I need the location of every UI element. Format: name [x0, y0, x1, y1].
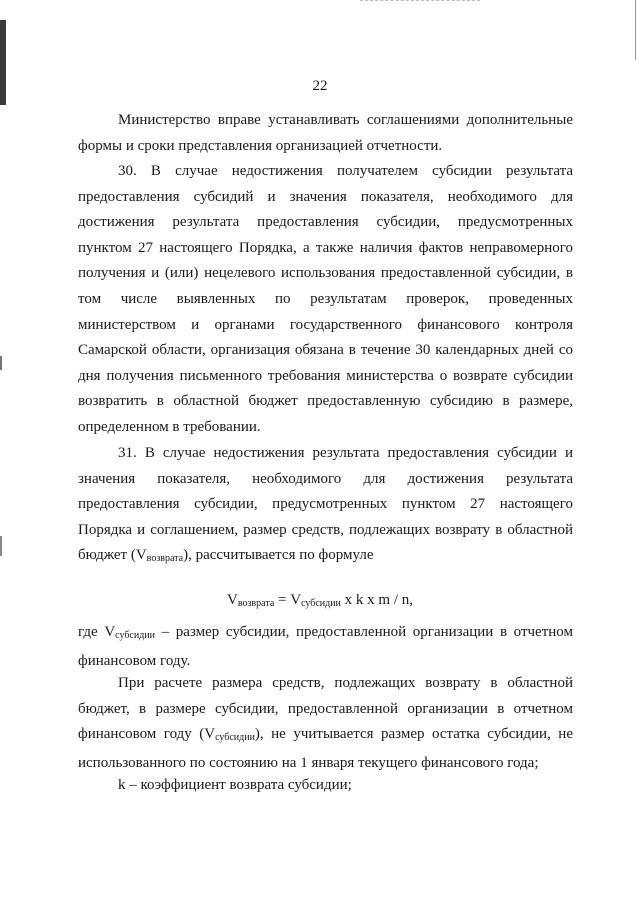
subscript-subsidii: субсидии	[115, 630, 155, 641]
subscript-subsidii: субсидии	[215, 732, 255, 744]
scan-edge-mark	[0, 356, 2, 370]
paragraph-where-text-end: – размер субсидии, предоставленной организации в отчетном финансовом году.	[78, 624, 574, 669]
scan-top-mark	[360, 0, 480, 3]
paragraph-calc	[78, 671, 573, 776]
scan-edge-mark	[635, 0, 636, 60]
paragraph-calc-text-end: ), не учитывается размер остатка субсидии, не использованного по состоянию на 1 января текущего финансового года;	[78, 726, 573, 771]
paragraph-30: 30. В случае недостижения получателем субсидии результата предоставления субсидий и значения показателя, необходимого для достижения результата предоставления субсидии, предусмотренных пунктом 27 настоящего Порядка, а также наличия фактов неправомерного получения и (или) нецелевого использования предоставленной субсидии, в том числе выявленных по результатам проверок, проведенных министерством и органами государственного финансового контроля Самарской области, организация обязана в течение 30 календарных дней со дня получения письменного требования министерства о возврате субсидии возвратить в областной бюджет предоставленную субсидию в размере, определенном в требовании.	[78, 163, 573, 435]
paragraph-31	[78, 441, 573, 572]
page-number: 22	[312, 78, 328, 94]
paragraph-calc-text: При расчете размера средств, подлежащих возврату в областной бюджет, в размере субсидии, предоставленной организации в отчетном финансовом году (V	[78, 675, 573, 743]
paragraph-31-text: 31. В случае недостижения результата предоставления субсидии и значения показателя, необходимого для достижения результата предоставления субсидии, предусмотренных пунктом 27 настоящего Порядка и соглашением, размер средств, подлежащих возврату в областной бюджет (V	[78, 445, 573, 564]
paragraph-where-text: где V	[78, 624, 116, 640]
formula-v: V	[226, 592, 238, 608]
formula	[0, 592, 640, 609]
paragraph-k: k – коэффициент возврата субсидии;	[118, 777, 352, 793]
paragraph-where	[78, 620, 573, 674]
formula-equals: = V	[274, 592, 302, 608]
subscript-vozvrata: возврата	[146, 553, 184, 565]
formula-sub-subsidii: субсидии	[301, 598, 341, 609]
paragraph-intro: Министерство вправе устанавливать соглашениями дополнительные формы и сроки представления организацией отчетности.	[78, 112, 573, 154]
paragraph-31-text-end: ), рассчитывается по формуле	[183, 547, 374, 564]
formula-sub-vozvrata: возврата	[237, 598, 275, 609]
scan-edge-mark	[0, 536, 2, 556]
formula-rest: x k x m / n,	[340, 592, 413, 608]
